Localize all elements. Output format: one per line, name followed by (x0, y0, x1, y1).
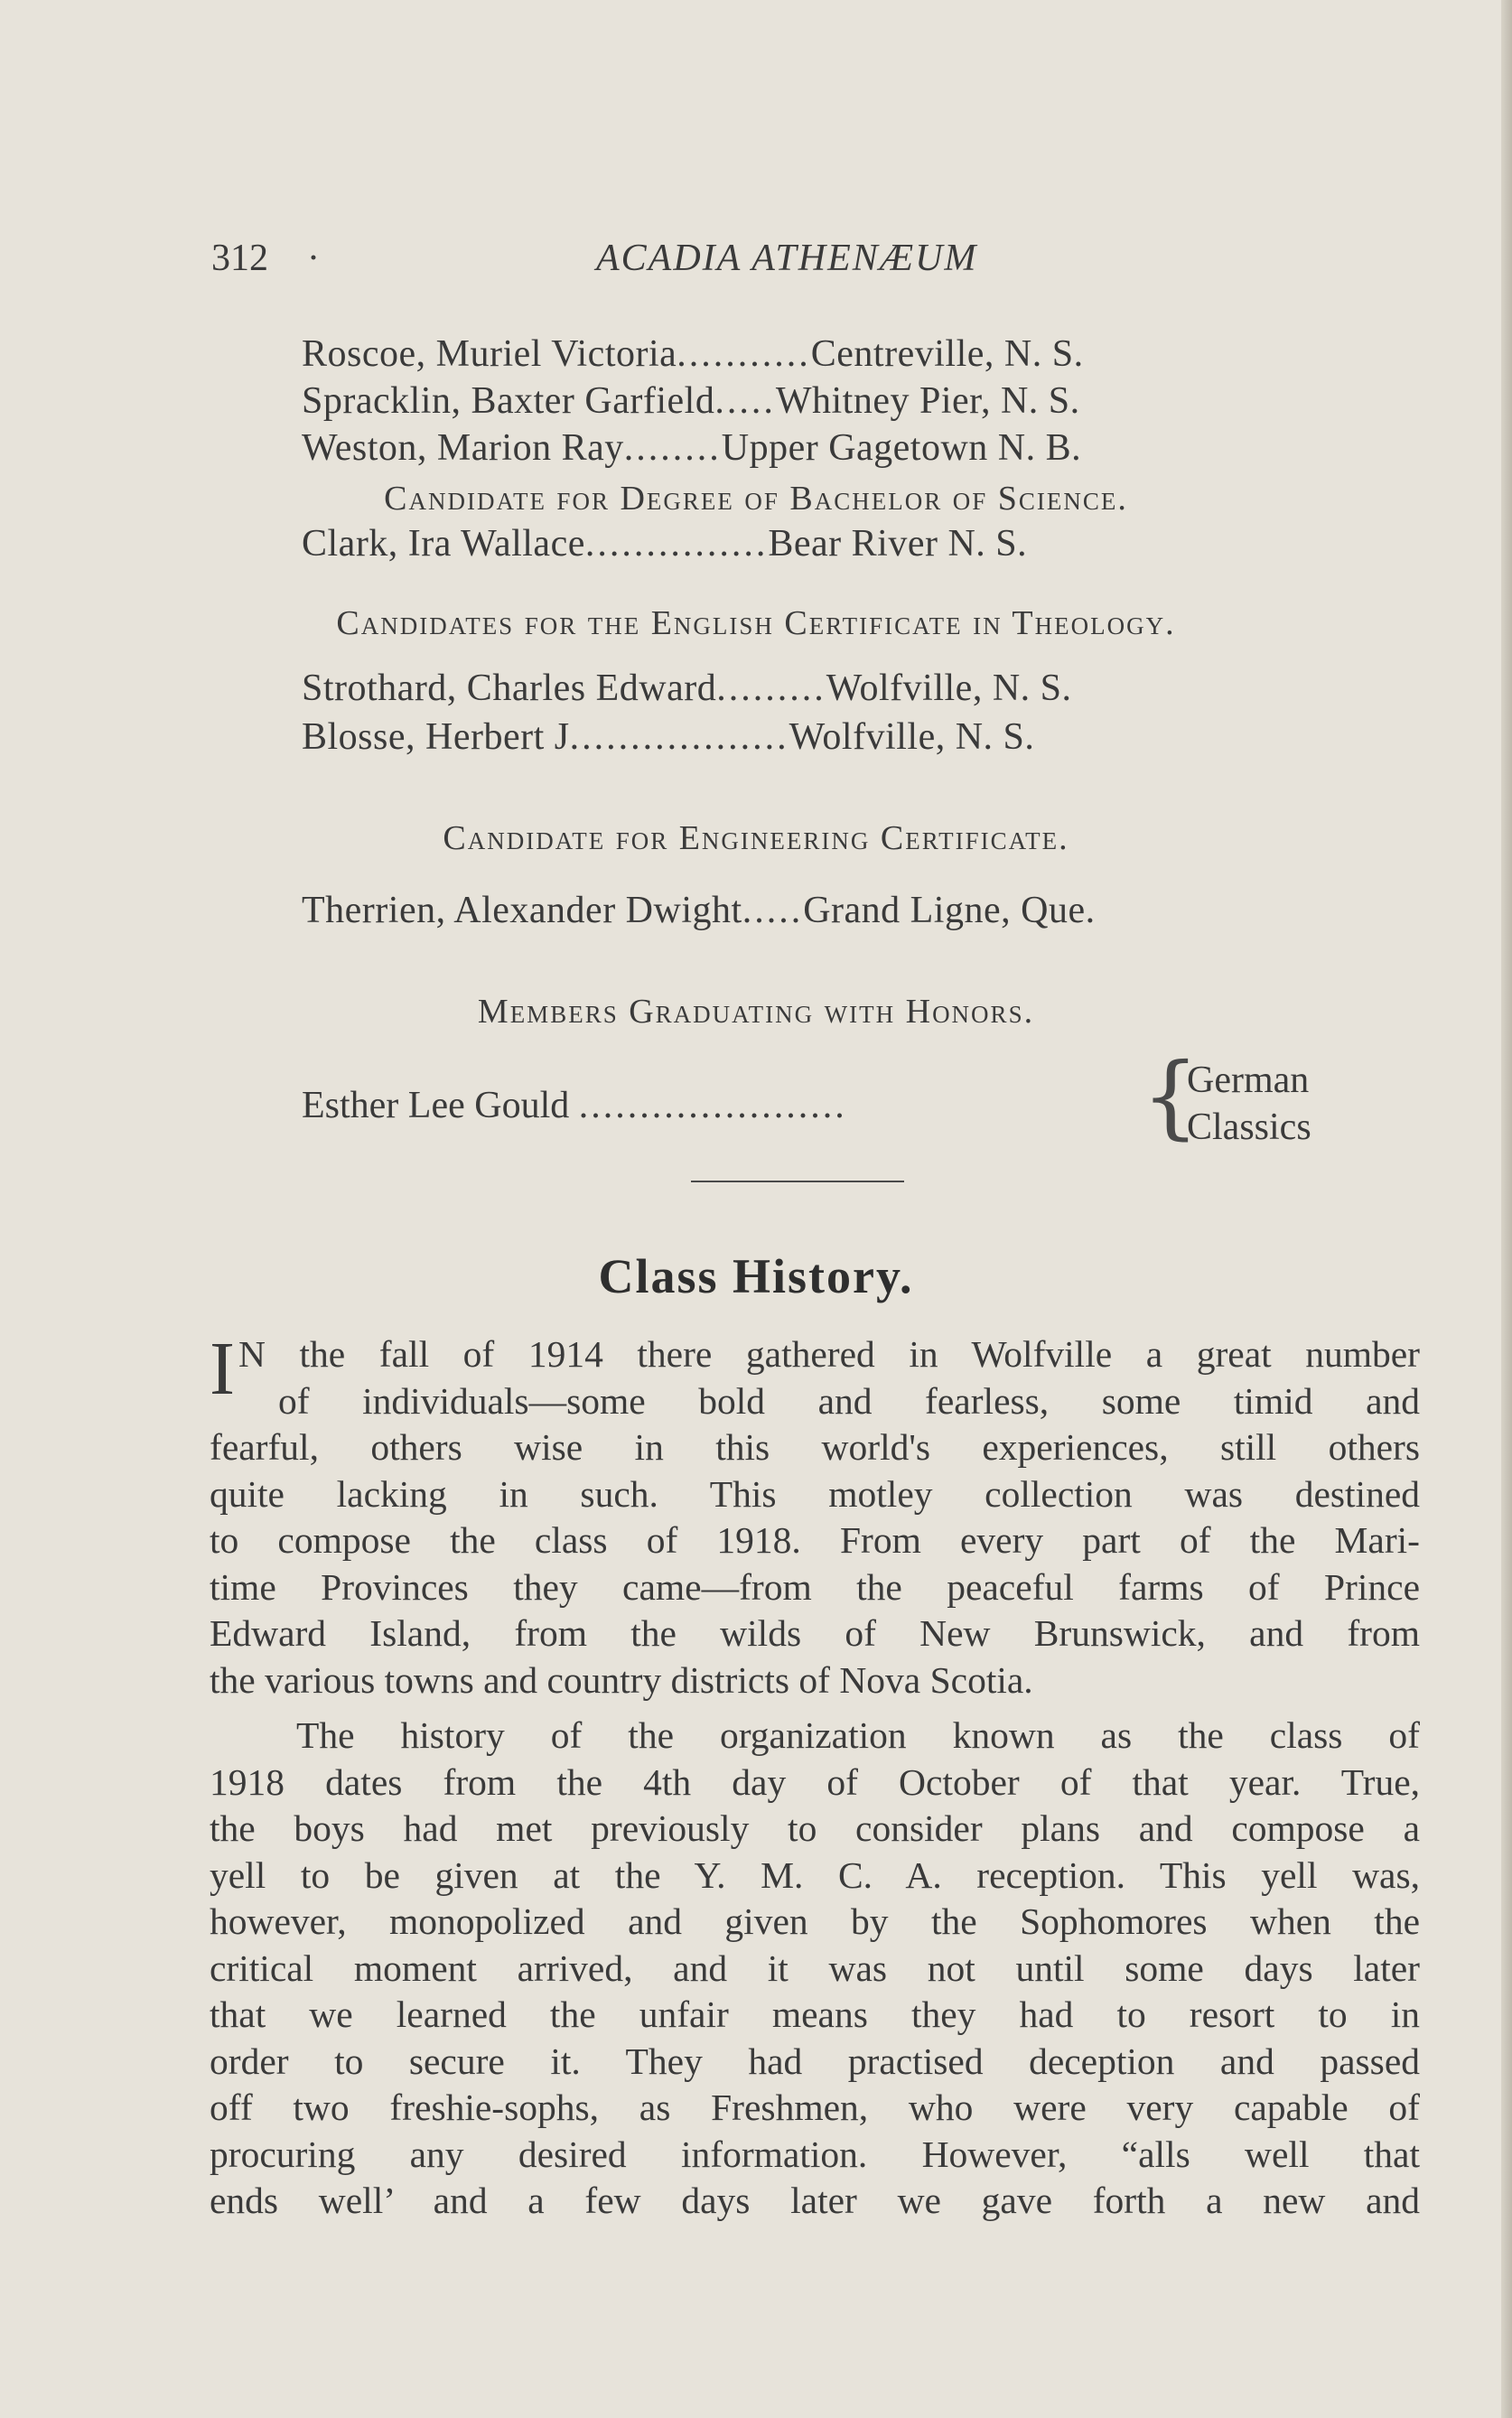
drop-cap: I (210, 1327, 235, 1411)
text-line: of individuals—some bold and fearless, some timid and (278, 1379, 1420, 1422)
section-title: Class History. (598, 1249, 914, 1303)
text-line: The history of the organization known as the class of (296, 1714, 1420, 1756)
science-heading: Candidate for Degree of Bachelor of Science. (384, 480, 1128, 518)
honors-subjects (1187, 1057, 1311, 1151)
honors-subject: German (1187, 1060, 1310, 1101)
entry-place: Centreville, N. S. (810, 333, 1084, 375)
text-line: to compose the class of 1918. From every part of the Mari- (210, 1519, 1420, 1561)
honors-heading: Members Graduating with Honors. (477, 993, 1035, 1031)
page-edge (1501, 0, 1512, 2418)
text-line: procuring any desired information. However, “alls well that (210, 2133, 1420, 2175)
list-item (302, 426, 1340, 470)
entry-name: Strothard, Charles Edward (302, 668, 717, 709)
honors-subject: Classics (1187, 1106, 1311, 1148)
entry-place: Bear River N. S. (768, 523, 1028, 565)
paragraph-1 (210, 1327, 1420, 1704)
entry-name: Therrien, Alexander Dwight (302, 890, 742, 931)
honors-entry (302, 1043, 1349, 1156)
entry-dots: ............... (584, 523, 769, 565)
entry-place: Whitney Pier, N. S. (775, 380, 1080, 422)
entry-place: Upper Gagetown N. B. (721, 427, 1082, 469)
entry-dots: ..... (742, 890, 804, 931)
list-item (302, 332, 1340, 376)
brace-icon: { (1142, 1043, 1199, 1149)
text-line: time Provinces they came—from the peaceful farms of Prince (210, 1565, 1420, 1608)
list-item (302, 889, 1340, 932)
text-line: the various towns and country districts of Nova Scotia. (210, 1658, 1033, 1701)
honors-name: Esther Lee Gould (302, 1085, 570, 1126)
text-line: Edward Island, from the wilds of New Brunswick, and from (210, 1612, 1420, 1654)
text-line: however, monopolized and given by the Sophomores when the (210, 1900, 1420, 1942)
list-item (302, 379, 1340, 423)
page-number: 312 (211, 238, 268, 279)
text-line: N the fall of 1914 there gathered in Wolfville a great number (238, 1333, 1420, 1375)
section-divider (691, 1181, 904, 1182)
text-line: critical moment arrived, and it was not until some days later (210, 1947, 1420, 1989)
entry-place: Wolfville, N. S. (789, 716, 1035, 758)
entry-name: Clark, Ira Wallace (302, 523, 585, 565)
text-line: yell to be given at the Y. M. C. A. reception. This yell was, (210, 1853, 1420, 1896)
entry-name: Blosse, Herbert J (302, 716, 570, 758)
text-line: fearful, others wise in this world's experiences, still others (210, 1426, 1420, 1468)
entry-dots: ......... (716, 668, 826, 709)
entry-dots: .................. (569, 716, 789, 758)
theology-heading: Candidates for the English Certificate in Theology. (336, 604, 1176, 642)
honors-name-line (302, 1084, 847, 1127)
entry-dots: ........... (677, 333, 811, 375)
list-item (302, 667, 1340, 710)
entry-name: Weston, Marion Ray (302, 427, 624, 469)
page-header (210, 237, 1266, 291)
text-line: order to secure it. They had practised deception and passed (210, 2040, 1420, 2082)
text-line: off two freshie-sophs, as Freshmen, who were very capable of (210, 2087, 1420, 2128)
entry-name: Roscoe, Muriel Victoria (302, 333, 677, 375)
honors-dots: ...................... (578, 1085, 847, 1126)
entry-dots: ........ (623, 427, 722, 469)
entry-place: Wolfville, N. S. (826, 668, 1072, 709)
entry-place: Grand Ligne, Que. (803, 890, 1096, 931)
running-head: ACADIA ATHENÆUM (596, 238, 978, 279)
engineering-heading: Candidate for Engineering Certificate. (443, 819, 1069, 857)
entry-name: Spracklin, Baxter Garfield (302, 380, 715, 422)
text-line: 1918 dates from the 4th day of October of that year. True, (210, 1760, 1420, 1803)
text-line: the boys had met previously to consider plans and compose a (210, 1807, 1420, 1849)
text-line: that we learned the unfair means they had to resort to in (210, 1993, 1420, 2035)
list-item (302, 715, 1340, 759)
entry-dots: ..... (714, 380, 776, 422)
paragraph-2 (210, 1713, 1420, 2225)
text-line: ends well’ and a few days later we gave forth a new and (210, 2180, 1420, 2221)
header-separator: · (307, 238, 320, 279)
list-item (302, 522, 1340, 565)
text-line: quite lacking in such. This motley collection was destined (210, 1472, 1420, 1515)
